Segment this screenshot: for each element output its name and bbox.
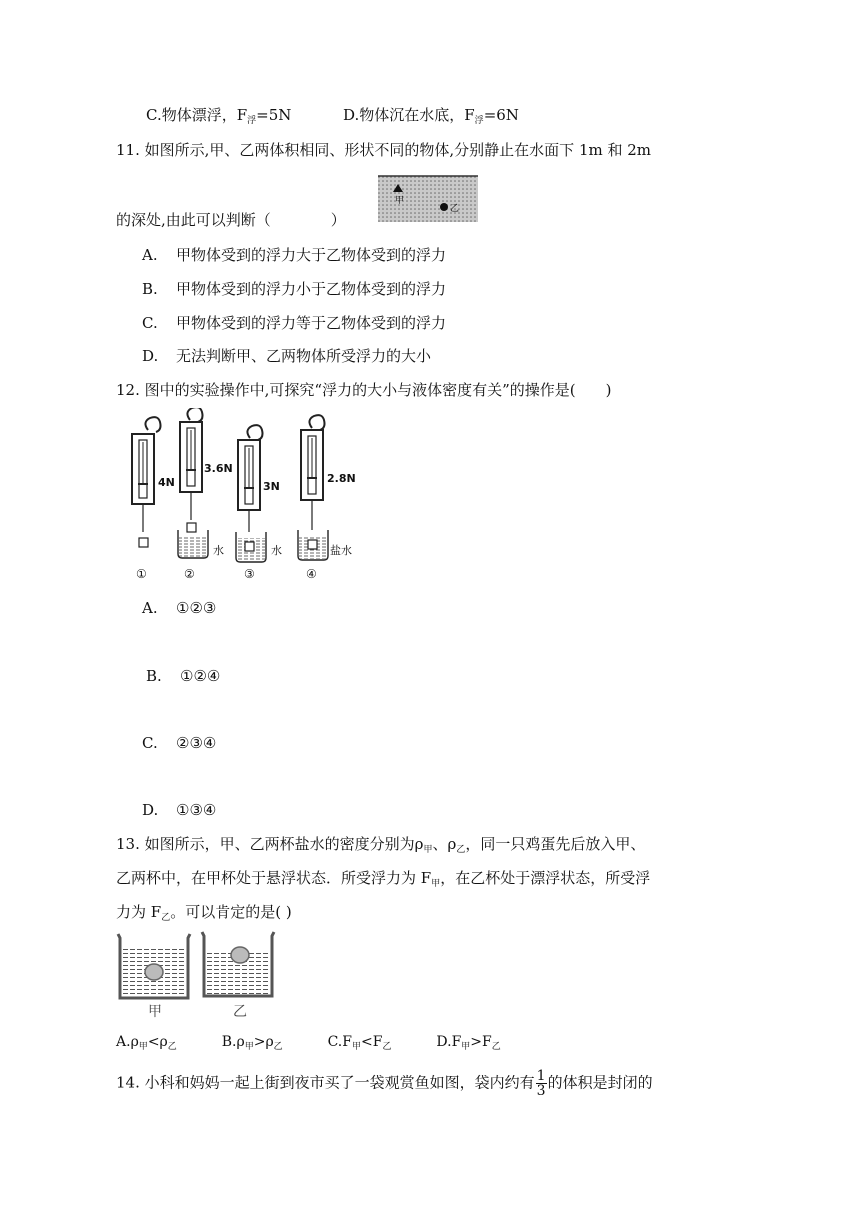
q11-option-d xyxy=(142,345,431,367)
fraction-denominator: 3 xyxy=(536,1083,546,1099)
liquid-label-2: 水 xyxy=(213,544,224,557)
option-text: ①③④ xyxy=(176,801,217,819)
scale-number-4: ④ xyxy=(306,567,317,581)
option-letter: D. xyxy=(436,1034,452,1050)
scale-number-3: ③ xyxy=(244,567,255,581)
egg-icon xyxy=(231,947,249,963)
option-letter: A. xyxy=(116,1034,131,1050)
q14-text-a: 小科和妈妈一起上街到夜市买了一袋观赏鱼如图，袋内约有 xyxy=(144,1073,535,1092)
option-letter: C. xyxy=(142,314,158,332)
q10-option-c-tail: =5N xyxy=(256,106,292,124)
option-text: 无法判断甲、乙两物体所受浮力的大小 xyxy=(176,347,432,365)
hook-icon xyxy=(309,415,324,430)
spring-scale-3 xyxy=(236,425,282,581)
q10-option-c-label: C.物体漂浮，F xyxy=(146,106,248,124)
option-s1: 甲 xyxy=(351,1042,361,1052)
q11-fig-label-a: 甲 xyxy=(395,196,405,206)
scale-number-2: ② xyxy=(184,567,195,581)
egg-icon xyxy=(145,964,163,980)
q13-option-d xyxy=(436,1034,500,1050)
option-v1: F xyxy=(342,1034,352,1050)
q10-option-d-tail: =6N xyxy=(483,106,519,124)
q11-number: 11. xyxy=(116,141,140,159)
q13-line1-sub2: 乙 xyxy=(456,845,466,855)
q13-line1-b: 、ρ xyxy=(432,835,457,853)
q13-figure xyxy=(116,928,296,1020)
beaker-yi xyxy=(202,932,274,1020)
hook-icon xyxy=(247,425,262,440)
option-s2: 乙 xyxy=(382,1042,392,1052)
q13-line1-sub1: 甲 xyxy=(423,845,433,855)
option-letter: A. xyxy=(142,599,158,617)
weight-block xyxy=(139,538,148,547)
option-s2: 乙 xyxy=(167,1042,177,1052)
weight-block xyxy=(308,540,317,549)
option-v2: ρ xyxy=(159,1034,168,1050)
q11-figure xyxy=(378,172,480,224)
reading-1: 4N xyxy=(158,476,175,489)
option-letter: B. xyxy=(146,667,162,685)
option-v2: F xyxy=(372,1034,383,1050)
q12-option-b xyxy=(146,665,220,687)
option-op: > xyxy=(470,1034,483,1050)
q13-line2-a: 乙两杯中，在甲杯处于悬浮状态．所受浮力为 F xyxy=(116,869,432,887)
scale-number-1: ① xyxy=(136,567,147,581)
option-op: < xyxy=(147,1034,160,1050)
option-letter: C. xyxy=(327,1034,343,1050)
liquid-label-3: 水 xyxy=(271,544,282,557)
q12-option-a xyxy=(142,597,216,619)
option-op: < xyxy=(361,1034,373,1050)
option-s1: 甲 xyxy=(461,1042,471,1052)
q13-line1-c: ，同一只鸡蛋先后放入甲、 xyxy=(465,835,646,853)
option-text: 甲物体受到的浮力等于乙物体受到的浮力 xyxy=(176,314,447,332)
q10-option-d xyxy=(343,104,519,132)
q13-line3-b: 。可以肯定的是( ) xyxy=(170,903,292,921)
option-letter: D. xyxy=(142,801,159,819)
sphere-object-icon xyxy=(440,203,448,211)
liquid-label-4: 盐水 xyxy=(330,544,352,557)
option-s1: 甲 xyxy=(138,1042,148,1052)
reading-4: 2.8N xyxy=(327,472,356,485)
q11-option-a xyxy=(142,244,446,266)
q11-stem-line1 xyxy=(116,139,651,161)
option-s1: 甲 xyxy=(244,1042,254,1052)
option-op: > xyxy=(253,1034,266,1050)
hook-icon xyxy=(145,417,160,432)
q13-option-c xyxy=(328,1034,392,1050)
option-s2: 乙 xyxy=(273,1042,283,1052)
option-letter: B. xyxy=(142,280,158,298)
spring-scale-2 xyxy=(178,408,233,581)
option-text: 甲物体受到的浮力小于乙物体受到的浮力 xyxy=(176,280,447,298)
q10-option-d-sub: 浮 xyxy=(474,116,484,126)
q10-option-c-sub: 浮 xyxy=(247,116,257,126)
q13-line3-a: 力为 F xyxy=(116,903,162,921)
q13-options xyxy=(116,1031,501,1058)
option-v1: ρ xyxy=(130,1034,139,1050)
option-v2: F xyxy=(482,1034,492,1050)
q12-stem xyxy=(116,379,611,401)
q11-fig-label-b: 乙 xyxy=(450,204,460,214)
hook-icon xyxy=(187,408,202,422)
option-letter: D. xyxy=(142,347,159,365)
q11-option-c xyxy=(142,312,446,334)
spring-scale-1 xyxy=(132,417,175,581)
weight-block xyxy=(245,542,254,551)
water-region xyxy=(378,176,478,222)
option-text: 甲物体受到的浮力大于乙物体受到的浮力 xyxy=(176,246,447,264)
spring-scale-4 xyxy=(298,415,356,581)
option-v2: ρ xyxy=(265,1034,274,1050)
q13-stem-line3 xyxy=(116,901,292,929)
q10-option-d-label: D.物体沉在水底，F xyxy=(343,106,475,124)
beaker-jia xyxy=(118,934,190,1020)
fraction xyxy=(536,1069,547,1098)
option-letter: A. xyxy=(142,246,158,264)
reading-3: 3N xyxy=(263,480,280,493)
q13-fig-label-b: 乙 xyxy=(233,1004,247,1020)
option-v1: ρ xyxy=(236,1034,245,1050)
q13-fig-label-a: 甲 xyxy=(148,1004,162,1020)
q14-number: 14. xyxy=(116,1073,140,1092)
q10-option-c xyxy=(146,104,291,132)
reading-2: 3.6N xyxy=(204,462,233,475)
q11-text1: 如图所示,甲、乙两体积相同、形状不同的物体,分别静止在水面下 1m 和 2m xyxy=(144,141,652,159)
option-letter: B. xyxy=(221,1034,237,1050)
option-text: ①②④ xyxy=(180,667,221,685)
q12-figure xyxy=(118,408,368,584)
q13-option-b xyxy=(222,1034,283,1050)
option-s2: 乙 xyxy=(491,1042,501,1052)
option-letter: C. xyxy=(142,734,158,752)
q12-option-c xyxy=(142,732,216,754)
option-v1: F xyxy=(451,1034,462,1050)
q12-number: 12. xyxy=(116,381,140,399)
weight-block xyxy=(187,523,196,532)
q13-option-a xyxy=(116,1034,177,1050)
q13-line2-b: ，在乙杯处于漂浮状态，所受浮 xyxy=(440,869,651,887)
q11-text2: 的深处,由此可以判断（ ） xyxy=(116,211,346,229)
q11-option-b xyxy=(142,278,446,300)
q13-stem-line1 xyxy=(116,833,645,861)
q14-text-b: 的体积是封闭的 xyxy=(547,1073,653,1092)
q12-option-d xyxy=(142,799,216,821)
option-text: ①②③ xyxy=(176,599,217,617)
q13-stem-line2 xyxy=(116,867,650,895)
q13-line3-sub: 乙 xyxy=(161,913,171,923)
option-text: ②③④ xyxy=(176,734,217,752)
q13-number: 13. xyxy=(116,835,140,853)
q14-stem xyxy=(116,1069,653,1098)
q12-text: 图中的实验操作中,可探究“浮力的大小与液体密度有关”的操作是( ) xyxy=(144,381,612,399)
q13-line1-a: 如图所示，甲、乙两杯盐水的密度分别为ρ xyxy=(144,835,424,853)
q11-stem-line2 xyxy=(116,209,346,231)
q13-line2-sub1: 甲 xyxy=(431,879,441,889)
fraction-numerator: 1 xyxy=(536,1068,546,1084)
